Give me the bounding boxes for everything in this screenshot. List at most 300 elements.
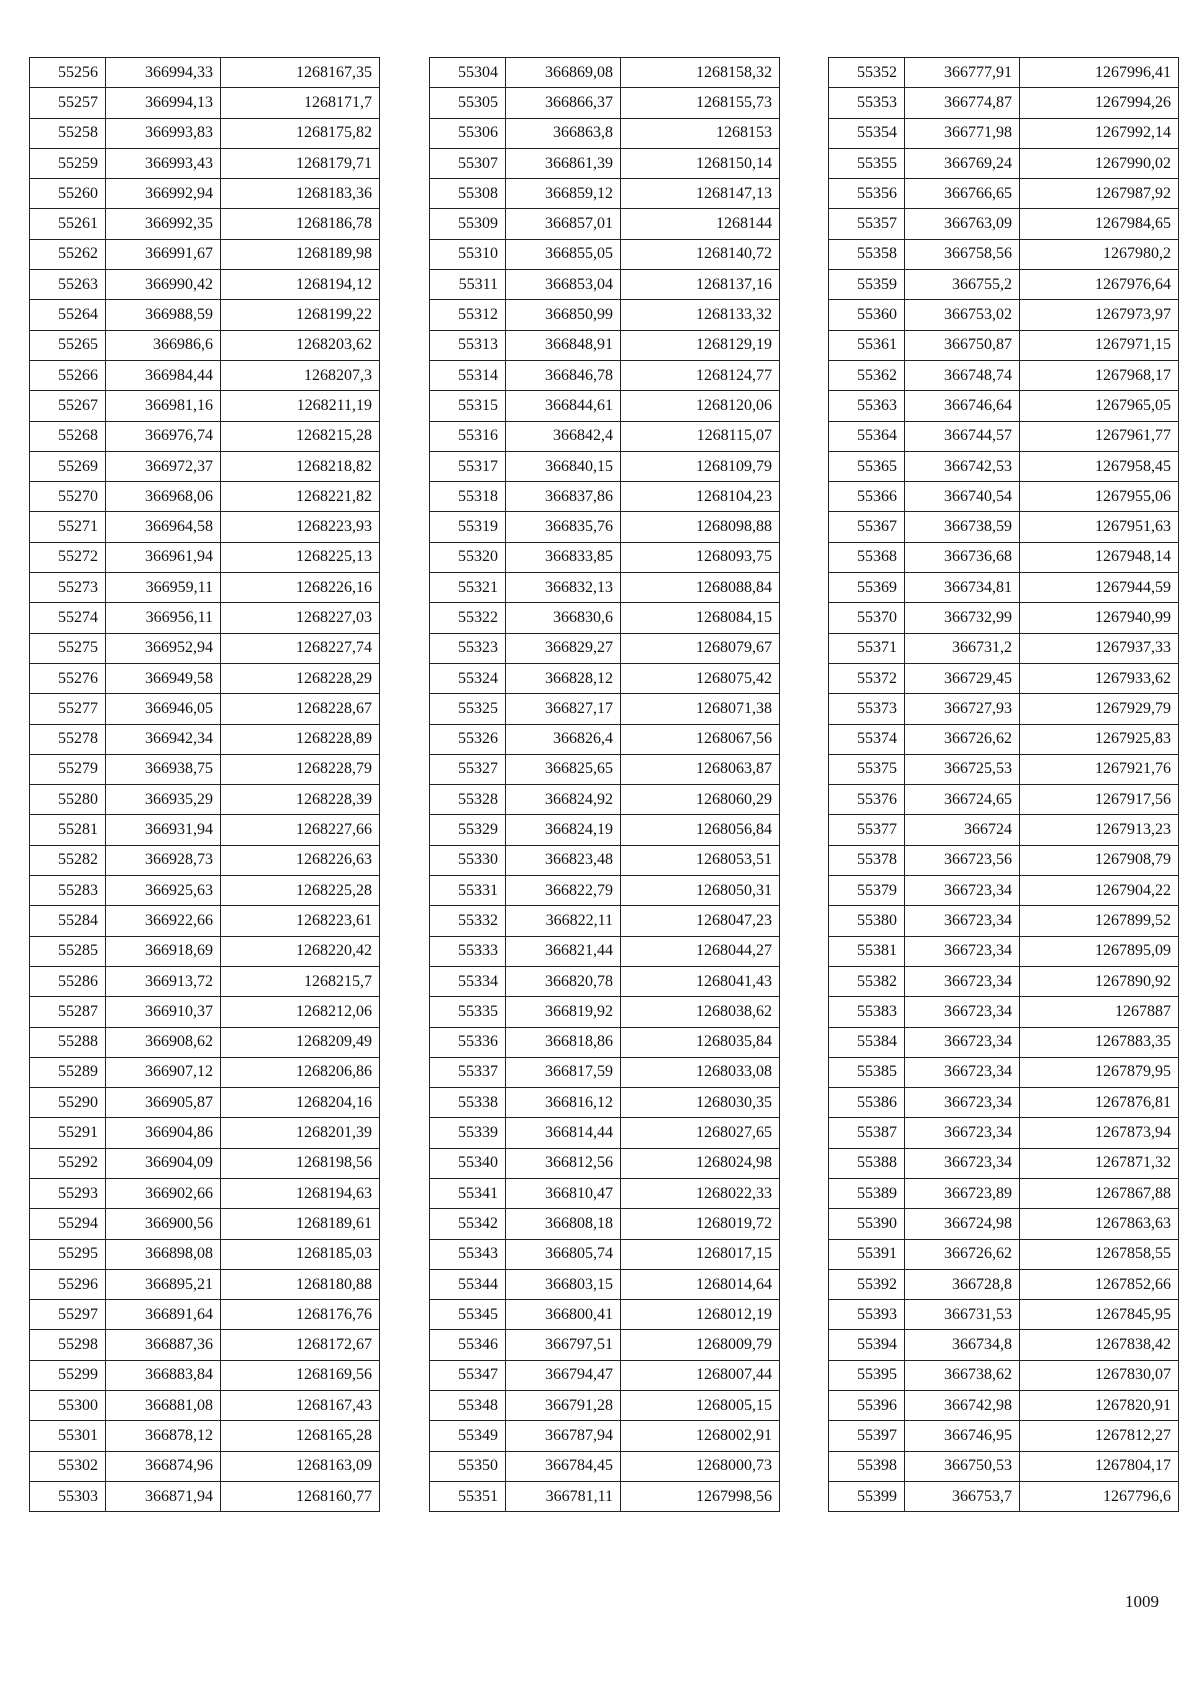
x-coordinate-cell: 366829,27 (506, 633, 621, 663)
point-number-cell: 55289 (30, 1057, 106, 1087)
point-number-cell: 55288 (30, 1027, 106, 1057)
y-coordinate-cell: 1267948,14 (1020, 542, 1179, 572)
point-number-cell: 55378 (829, 845, 905, 875)
table-row (30, 239, 380, 269)
table-row (829, 148, 1179, 178)
point-number-cell: 55269 (30, 451, 106, 481)
y-coordinate-cell: 1268186,78 (221, 209, 380, 239)
x-coordinate-cell: 366956,11 (106, 603, 221, 633)
point-number-cell: 55389 (829, 1178, 905, 1208)
table-row (430, 58, 780, 88)
table-row (829, 360, 1179, 390)
x-coordinate-cell: 366874,96 (106, 1451, 221, 1481)
y-coordinate-cell: 1267904,22 (1020, 876, 1179, 906)
y-coordinate-cell: 1267925,83 (1020, 724, 1179, 754)
y-coordinate-cell: 1268194,63 (221, 1178, 380, 1208)
y-coordinate-cell: 1268221,82 (221, 482, 380, 512)
y-coordinate-cell: 1268206,86 (221, 1057, 380, 1087)
x-coordinate-cell: 366724 (905, 815, 1020, 845)
x-coordinate-cell: 366750,53 (905, 1451, 1020, 1481)
x-coordinate-cell: 366723,34 (905, 966, 1020, 996)
table-row (430, 724, 780, 754)
table-row (829, 754, 1179, 784)
table-row (829, 179, 1179, 209)
x-coordinate-cell: 366818,86 (506, 1027, 621, 1057)
table-row (430, 391, 780, 421)
x-coordinate-cell: 366816,12 (506, 1088, 621, 1118)
y-coordinate-cell: 1268017,15 (621, 1239, 780, 1269)
table-row (430, 1209, 780, 1239)
table-row (430, 270, 780, 300)
x-coordinate-cell: 366823,48 (506, 845, 621, 875)
y-coordinate-cell: 1267984,65 (1020, 209, 1179, 239)
x-coordinate-cell: 366952,94 (106, 633, 221, 663)
point-number-cell: 55382 (829, 966, 905, 996)
x-coordinate-cell: 366993,83 (106, 118, 221, 148)
table-row (829, 845, 1179, 875)
x-coordinate-cell: 366928,73 (106, 845, 221, 875)
table-row (30, 694, 380, 724)
table-row (430, 785, 780, 815)
point-number-cell: 55259 (30, 148, 106, 178)
y-coordinate-cell: 1268005,15 (621, 1391, 780, 1421)
x-coordinate-cell: 366942,34 (106, 724, 221, 754)
y-coordinate-cell: 1268027,65 (621, 1118, 780, 1148)
table-row (829, 1209, 1179, 1239)
x-coordinate-cell: 366827,17 (506, 694, 621, 724)
point-number-cell: 55297 (30, 1300, 106, 1330)
x-coordinate-cell: 366822,11 (506, 906, 621, 936)
point-number-cell: 55319 (430, 512, 506, 542)
y-coordinate-cell: 1268179,71 (221, 148, 380, 178)
x-coordinate-cell: 366905,87 (106, 1088, 221, 1118)
y-coordinate-cell: 1268035,84 (621, 1027, 780, 1057)
x-coordinate-cell: 366931,94 (106, 815, 221, 845)
point-number-cell: 55350 (430, 1451, 506, 1481)
y-coordinate-cell: 1267796,6 (1020, 1481, 1179, 1511)
y-coordinate-cell: 1267980,2 (1020, 239, 1179, 269)
table-row (30, 118, 380, 148)
y-coordinate-cell: 1268212,06 (221, 997, 380, 1027)
table-row (430, 1088, 780, 1118)
point-number-cell: 55374 (829, 724, 905, 754)
x-coordinate-cell: 366736,68 (905, 542, 1020, 572)
point-number-cell: 55358 (829, 239, 905, 269)
x-coordinate-cell: 366734,81 (905, 573, 1020, 603)
point-number-cell: 55326 (430, 724, 506, 754)
table-row (430, 694, 780, 724)
x-coordinate-cell: 366990,42 (106, 270, 221, 300)
point-number-cell: 55341 (430, 1178, 506, 1208)
table-row (829, 239, 1179, 269)
y-coordinate-cell: 1268228,39 (221, 785, 380, 815)
table-row (829, 724, 1179, 754)
point-number-cell: 55377 (829, 815, 905, 845)
x-coordinate-cell: 366723,34 (905, 1057, 1020, 1087)
x-coordinate-cell: 366723,34 (905, 876, 1020, 906)
table-row (430, 118, 780, 148)
y-coordinate-cell: 1267944,59 (1020, 573, 1179, 603)
x-coordinate-cell: 366729,45 (905, 663, 1020, 693)
x-coordinate-cell: 366723,34 (905, 1118, 1020, 1148)
x-coordinate-cell: 366832,13 (506, 573, 621, 603)
point-number-cell: 55372 (829, 663, 905, 693)
x-coordinate-cell: 366992,94 (106, 179, 221, 209)
y-coordinate-cell: 1268227,03 (221, 603, 380, 633)
y-coordinate-cell: 1268060,29 (621, 785, 780, 815)
table-row (30, 1269, 380, 1299)
y-coordinate-cell: 1267863,63 (1020, 1209, 1179, 1239)
point-number-cell: 55268 (30, 421, 106, 451)
point-number-cell: 55376 (829, 785, 905, 815)
point-number-cell: 55294 (30, 1209, 106, 1239)
table-row (30, 754, 380, 784)
y-coordinate-cell: 1267883,35 (1020, 1027, 1179, 1057)
point-number-cell: 55322 (430, 603, 506, 633)
point-number-cell: 55333 (430, 936, 506, 966)
x-coordinate-cell: 366728,8 (905, 1269, 1020, 1299)
point-number-cell: 55312 (430, 300, 506, 330)
point-number-cell: 55274 (30, 603, 106, 633)
table-row (30, 966, 380, 996)
table-row (430, 1481, 780, 1511)
point-number-cell: 55387 (829, 1118, 905, 1148)
x-coordinate-cell: 366986,6 (106, 330, 221, 360)
y-coordinate-cell: 1268140,72 (621, 239, 780, 269)
y-coordinate-cell: 1268084,15 (621, 603, 780, 633)
y-coordinate-cell: 1267845,95 (1020, 1300, 1179, 1330)
y-coordinate-cell: 1267858,55 (1020, 1239, 1179, 1269)
x-coordinate-cell: 366769,24 (905, 148, 1020, 178)
table-row (30, 1027, 380, 1057)
y-coordinate-cell: 1268098,88 (621, 512, 780, 542)
y-coordinate-cell: 1268175,82 (221, 118, 380, 148)
point-number-cell: 55361 (829, 330, 905, 360)
point-number-cell: 55383 (829, 997, 905, 1027)
y-coordinate-cell: 1268211,19 (221, 391, 380, 421)
point-number-cell: 55356 (829, 179, 905, 209)
table-row (430, 603, 780, 633)
point-number-cell: 55384 (829, 1027, 905, 1057)
y-coordinate-cell: 1268199,22 (221, 300, 380, 330)
y-coordinate-cell: 1268120,06 (621, 391, 780, 421)
x-coordinate-cell: 366787,94 (506, 1421, 621, 1451)
point-number-cell: 55314 (430, 360, 506, 390)
point-number-cell: 55310 (430, 239, 506, 269)
point-number-cell: 55273 (30, 573, 106, 603)
y-coordinate-cell: 1268165,28 (221, 1421, 380, 1451)
y-coordinate-cell: 1268041,43 (621, 966, 780, 996)
table-row (30, 906, 380, 936)
x-coordinate-cell: 366808,18 (506, 1209, 621, 1239)
x-coordinate-cell: 366746,64 (905, 391, 1020, 421)
table-row (30, 58, 380, 88)
x-coordinate-cell: 366881,08 (106, 1391, 221, 1421)
table-row (430, 421, 780, 451)
point-number-cell: 55324 (430, 663, 506, 693)
point-number-cell: 55300 (30, 1391, 106, 1421)
point-number-cell: 55303 (30, 1481, 106, 1511)
point-number-cell: 55355 (829, 148, 905, 178)
point-number-cell: 55279 (30, 754, 106, 784)
x-coordinate-cell: 366726,62 (905, 1239, 1020, 1269)
x-coordinate-cell: 366766,65 (905, 179, 1020, 209)
y-coordinate-cell: 1267951,63 (1020, 512, 1179, 542)
y-coordinate-cell: 1268075,42 (621, 663, 780, 693)
y-coordinate-cell: 1268067,56 (621, 724, 780, 754)
y-coordinate-cell: 1267971,15 (1020, 330, 1179, 360)
x-coordinate-cell: 366814,44 (506, 1118, 621, 1148)
point-number-cell: 55256 (30, 58, 106, 88)
table-row (829, 1481, 1179, 1511)
x-coordinate-cell: 366824,92 (506, 785, 621, 815)
point-number-cell: 55307 (430, 148, 506, 178)
table-row (30, 1360, 380, 1390)
table-row (30, 1148, 380, 1178)
x-coordinate-cell: 366850,99 (506, 300, 621, 330)
point-number-cell: 55292 (30, 1148, 106, 1178)
y-coordinate-cell: 1268047,23 (621, 906, 780, 936)
point-number-cell: 55264 (30, 300, 106, 330)
y-coordinate-cell: 1268169,56 (221, 1360, 380, 1390)
point-number-cell: 55359 (829, 270, 905, 300)
table-row (430, 966, 780, 996)
table-row (430, 1239, 780, 1269)
point-number-cell: 55346 (430, 1330, 506, 1360)
x-coordinate-cell: 366723,34 (905, 1088, 1020, 1118)
point-number-cell: 55362 (829, 360, 905, 390)
point-number-cell: 55332 (430, 906, 506, 936)
y-coordinate-cell: 1267867,88 (1020, 1178, 1179, 1208)
point-number-cell: 55313 (430, 330, 506, 360)
y-coordinate-cell: 1268088,84 (621, 573, 780, 603)
x-coordinate-cell: 366723,89 (905, 1178, 1020, 1208)
y-coordinate-cell: 1268204,16 (221, 1088, 380, 1118)
x-coordinate-cell: 366904,09 (106, 1148, 221, 1178)
y-coordinate-cell: 1268024,98 (621, 1148, 780, 1178)
x-coordinate-cell: 366723,34 (905, 1027, 1020, 1057)
table-row (829, 58, 1179, 88)
x-coordinate-cell: 366723,34 (905, 997, 1020, 1027)
x-coordinate-cell: 366723,56 (905, 845, 1020, 875)
y-coordinate-cell: 1268014,64 (621, 1269, 780, 1299)
point-number-cell: 55338 (430, 1088, 506, 1118)
x-coordinate-cell: 366784,45 (506, 1451, 621, 1481)
point-number-cell: 55336 (430, 1027, 506, 1057)
point-number-cell: 55315 (430, 391, 506, 421)
x-coordinate-cell: 366726,62 (905, 724, 1020, 754)
point-number-cell: 55385 (829, 1057, 905, 1087)
y-coordinate-cell: 1267913,23 (1020, 815, 1179, 845)
point-number-cell: 55281 (30, 815, 106, 845)
x-coordinate-cell: 366821,44 (506, 936, 621, 966)
y-coordinate-cell: 1267929,79 (1020, 694, 1179, 724)
table-row (30, 1209, 380, 1239)
point-number-cell: 55394 (829, 1330, 905, 1360)
point-number-cell: 55306 (430, 118, 506, 148)
x-coordinate-cell: 366898,08 (106, 1239, 221, 1269)
point-number-cell: 55286 (30, 966, 106, 996)
point-number-cell: 55331 (430, 876, 506, 906)
y-coordinate-cell: 1268209,49 (221, 1027, 380, 1057)
x-coordinate-cell: 366994,13 (106, 88, 221, 118)
point-number-cell: 55282 (30, 845, 106, 875)
y-coordinate-cell: 1268215,28 (221, 421, 380, 451)
x-coordinate-cell: 366758,56 (905, 239, 1020, 269)
table-row (829, 1148, 1179, 1178)
x-coordinate-cell: 366794,47 (506, 1360, 621, 1390)
y-coordinate-cell: 1268228,79 (221, 754, 380, 784)
y-coordinate-cell: 1268009,79 (621, 1330, 780, 1360)
point-number-cell: 55373 (829, 694, 905, 724)
y-coordinate-cell: 1267968,17 (1020, 360, 1179, 390)
point-number-cell: 55280 (30, 785, 106, 815)
table-row (30, 179, 380, 209)
point-number-cell: 55339 (430, 1118, 506, 1148)
x-coordinate-cell: 366825,65 (506, 754, 621, 784)
x-coordinate-cell: 366753,7 (905, 1481, 1020, 1511)
table-row (30, 330, 380, 360)
point-number-cell: 55330 (430, 845, 506, 875)
x-coordinate-cell: 366994,33 (106, 58, 221, 88)
point-number-cell: 55277 (30, 694, 106, 724)
y-coordinate-cell: 1268012,19 (621, 1300, 780, 1330)
point-number-cell: 55381 (829, 936, 905, 966)
table-row (829, 815, 1179, 845)
table-row (430, 1360, 780, 1390)
y-coordinate-cell: 1268155,73 (621, 88, 780, 118)
point-number-cell: 55309 (430, 209, 506, 239)
y-coordinate-cell: 1268218,82 (221, 451, 380, 481)
x-coordinate-cell: 366959,11 (106, 573, 221, 603)
point-number-cell: 55344 (430, 1269, 506, 1299)
x-coordinate-cell: 366844,61 (506, 391, 621, 421)
x-coordinate-cell: 366863,8 (506, 118, 621, 148)
point-number-cell: 55316 (430, 421, 506, 451)
table-row (829, 876, 1179, 906)
y-coordinate-cell: 1268171,7 (221, 88, 380, 118)
point-number-cell: 55357 (829, 209, 905, 239)
table-row (829, 1391, 1179, 1421)
x-coordinate-cell: 366727,93 (905, 694, 1020, 724)
y-coordinate-cell: 1268050,31 (621, 876, 780, 906)
point-number-cell: 55290 (30, 1088, 106, 1118)
point-number-cell: 55265 (30, 330, 106, 360)
table-row (829, 482, 1179, 512)
y-coordinate-cell: 1268144 (621, 209, 780, 239)
y-coordinate-cell: 1267987,92 (1020, 179, 1179, 209)
point-number-cell: 55266 (30, 360, 106, 390)
point-number-cell: 55257 (30, 88, 106, 118)
point-number-cell: 55363 (829, 391, 905, 421)
y-coordinate-cell: 1268124,77 (621, 360, 780, 390)
y-coordinate-cell: 1268226,16 (221, 573, 380, 603)
table-row (30, 633, 380, 663)
y-coordinate-cell: 1268033,08 (621, 1057, 780, 1087)
point-number-cell: 55284 (30, 906, 106, 936)
y-coordinate-cell: 1268030,35 (621, 1088, 780, 1118)
point-number-cell: 55278 (30, 724, 106, 754)
x-coordinate-cell: 366742,98 (905, 1391, 1020, 1421)
point-number-cell: 55283 (30, 876, 106, 906)
point-number-cell: 55260 (30, 179, 106, 209)
point-number-cell: 55349 (430, 1421, 506, 1451)
table-row (30, 1300, 380, 1330)
point-number-cell: 55325 (430, 694, 506, 724)
table-row (430, 148, 780, 178)
point-number-cell: 55375 (829, 754, 905, 784)
y-coordinate-cell: 1268172,67 (221, 1330, 380, 1360)
x-coordinate-cell: 366723,34 (905, 1148, 1020, 1178)
y-coordinate-cell: 1267871,32 (1020, 1148, 1179, 1178)
table-row (430, 512, 780, 542)
x-coordinate-cell: 366771,98 (905, 118, 1020, 148)
x-coordinate-cell: 366961,94 (106, 542, 221, 572)
x-coordinate-cell: 366828,12 (506, 663, 621, 693)
x-coordinate-cell: 366904,86 (106, 1118, 221, 1148)
table-row (829, 1451, 1179, 1481)
point-number-cell: 55395 (829, 1360, 905, 1390)
x-coordinate-cell: 366992,35 (106, 209, 221, 239)
table-row (30, 391, 380, 421)
table-row (829, 1027, 1179, 1057)
point-number-cell: 55293 (30, 1178, 106, 1208)
y-coordinate-cell: 1268228,29 (221, 663, 380, 693)
point-number-cell: 55371 (829, 633, 905, 663)
x-coordinate-cell: 366740,54 (905, 482, 1020, 512)
x-coordinate-cell: 366866,37 (506, 88, 621, 118)
table-row (430, 330, 780, 360)
x-coordinate-cell: 366859,12 (506, 179, 621, 209)
table-row (30, 1088, 380, 1118)
point-number-cell: 55353 (829, 88, 905, 118)
point-number-cell: 55285 (30, 936, 106, 966)
point-number-cell: 55295 (30, 1239, 106, 1269)
x-coordinate-cell: 366817,59 (506, 1057, 621, 1087)
x-coordinate-cell: 366781,11 (506, 1481, 621, 1511)
table-row (430, 1178, 780, 1208)
point-number-cell: 55390 (829, 1209, 905, 1239)
point-number-cell: 55327 (430, 754, 506, 784)
table-row (30, 876, 380, 906)
x-coordinate-cell: 366981,16 (106, 391, 221, 421)
y-coordinate-cell: 1268109,79 (621, 451, 780, 481)
point-number-cell: 55304 (430, 58, 506, 88)
y-coordinate-cell: 1267838,42 (1020, 1330, 1179, 1360)
table-row (829, 694, 1179, 724)
point-number-cell: 55258 (30, 118, 106, 148)
x-coordinate-cell: 366853,04 (506, 270, 621, 300)
table-row (829, 1178, 1179, 1208)
x-coordinate-cell: 366746,95 (905, 1421, 1020, 1451)
y-coordinate-cell: 1268223,93 (221, 512, 380, 542)
y-coordinate-cell: 1268019,72 (621, 1209, 780, 1239)
point-number-cell: 55345 (430, 1300, 506, 1330)
y-coordinate-cell: 1268227,74 (221, 633, 380, 663)
point-number-cell: 55366 (829, 482, 905, 512)
point-number-cell: 55368 (829, 542, 905, 572)
y-coordinate-cell: 1267804,17 (1020, 1451, 1179, 1481)
y-coordinate-cell: 1267873,94 (1020, 1118, 1179, 1148)
y-coordinate-cell: 1268056,84 (621, 815, 780, 845)
point-number-cell: 55311 (430, 270, 506, 300)
point-number-cell: 55391 (829, 1239, 905, 1269)
y-coordinate-cell: 1267890,92 (1020, 966, 1179, 996)
y-coordinate-cell: 1267879,95 (1020, 1057, 1179, 1087)
y-coordinate-cell: 1268150,14 (621, 148, 780, 178)
table-row (30, 663, 380, 693)
x-coordinate-cell: 366738,62 (905, 1360, 1020, 1390)
